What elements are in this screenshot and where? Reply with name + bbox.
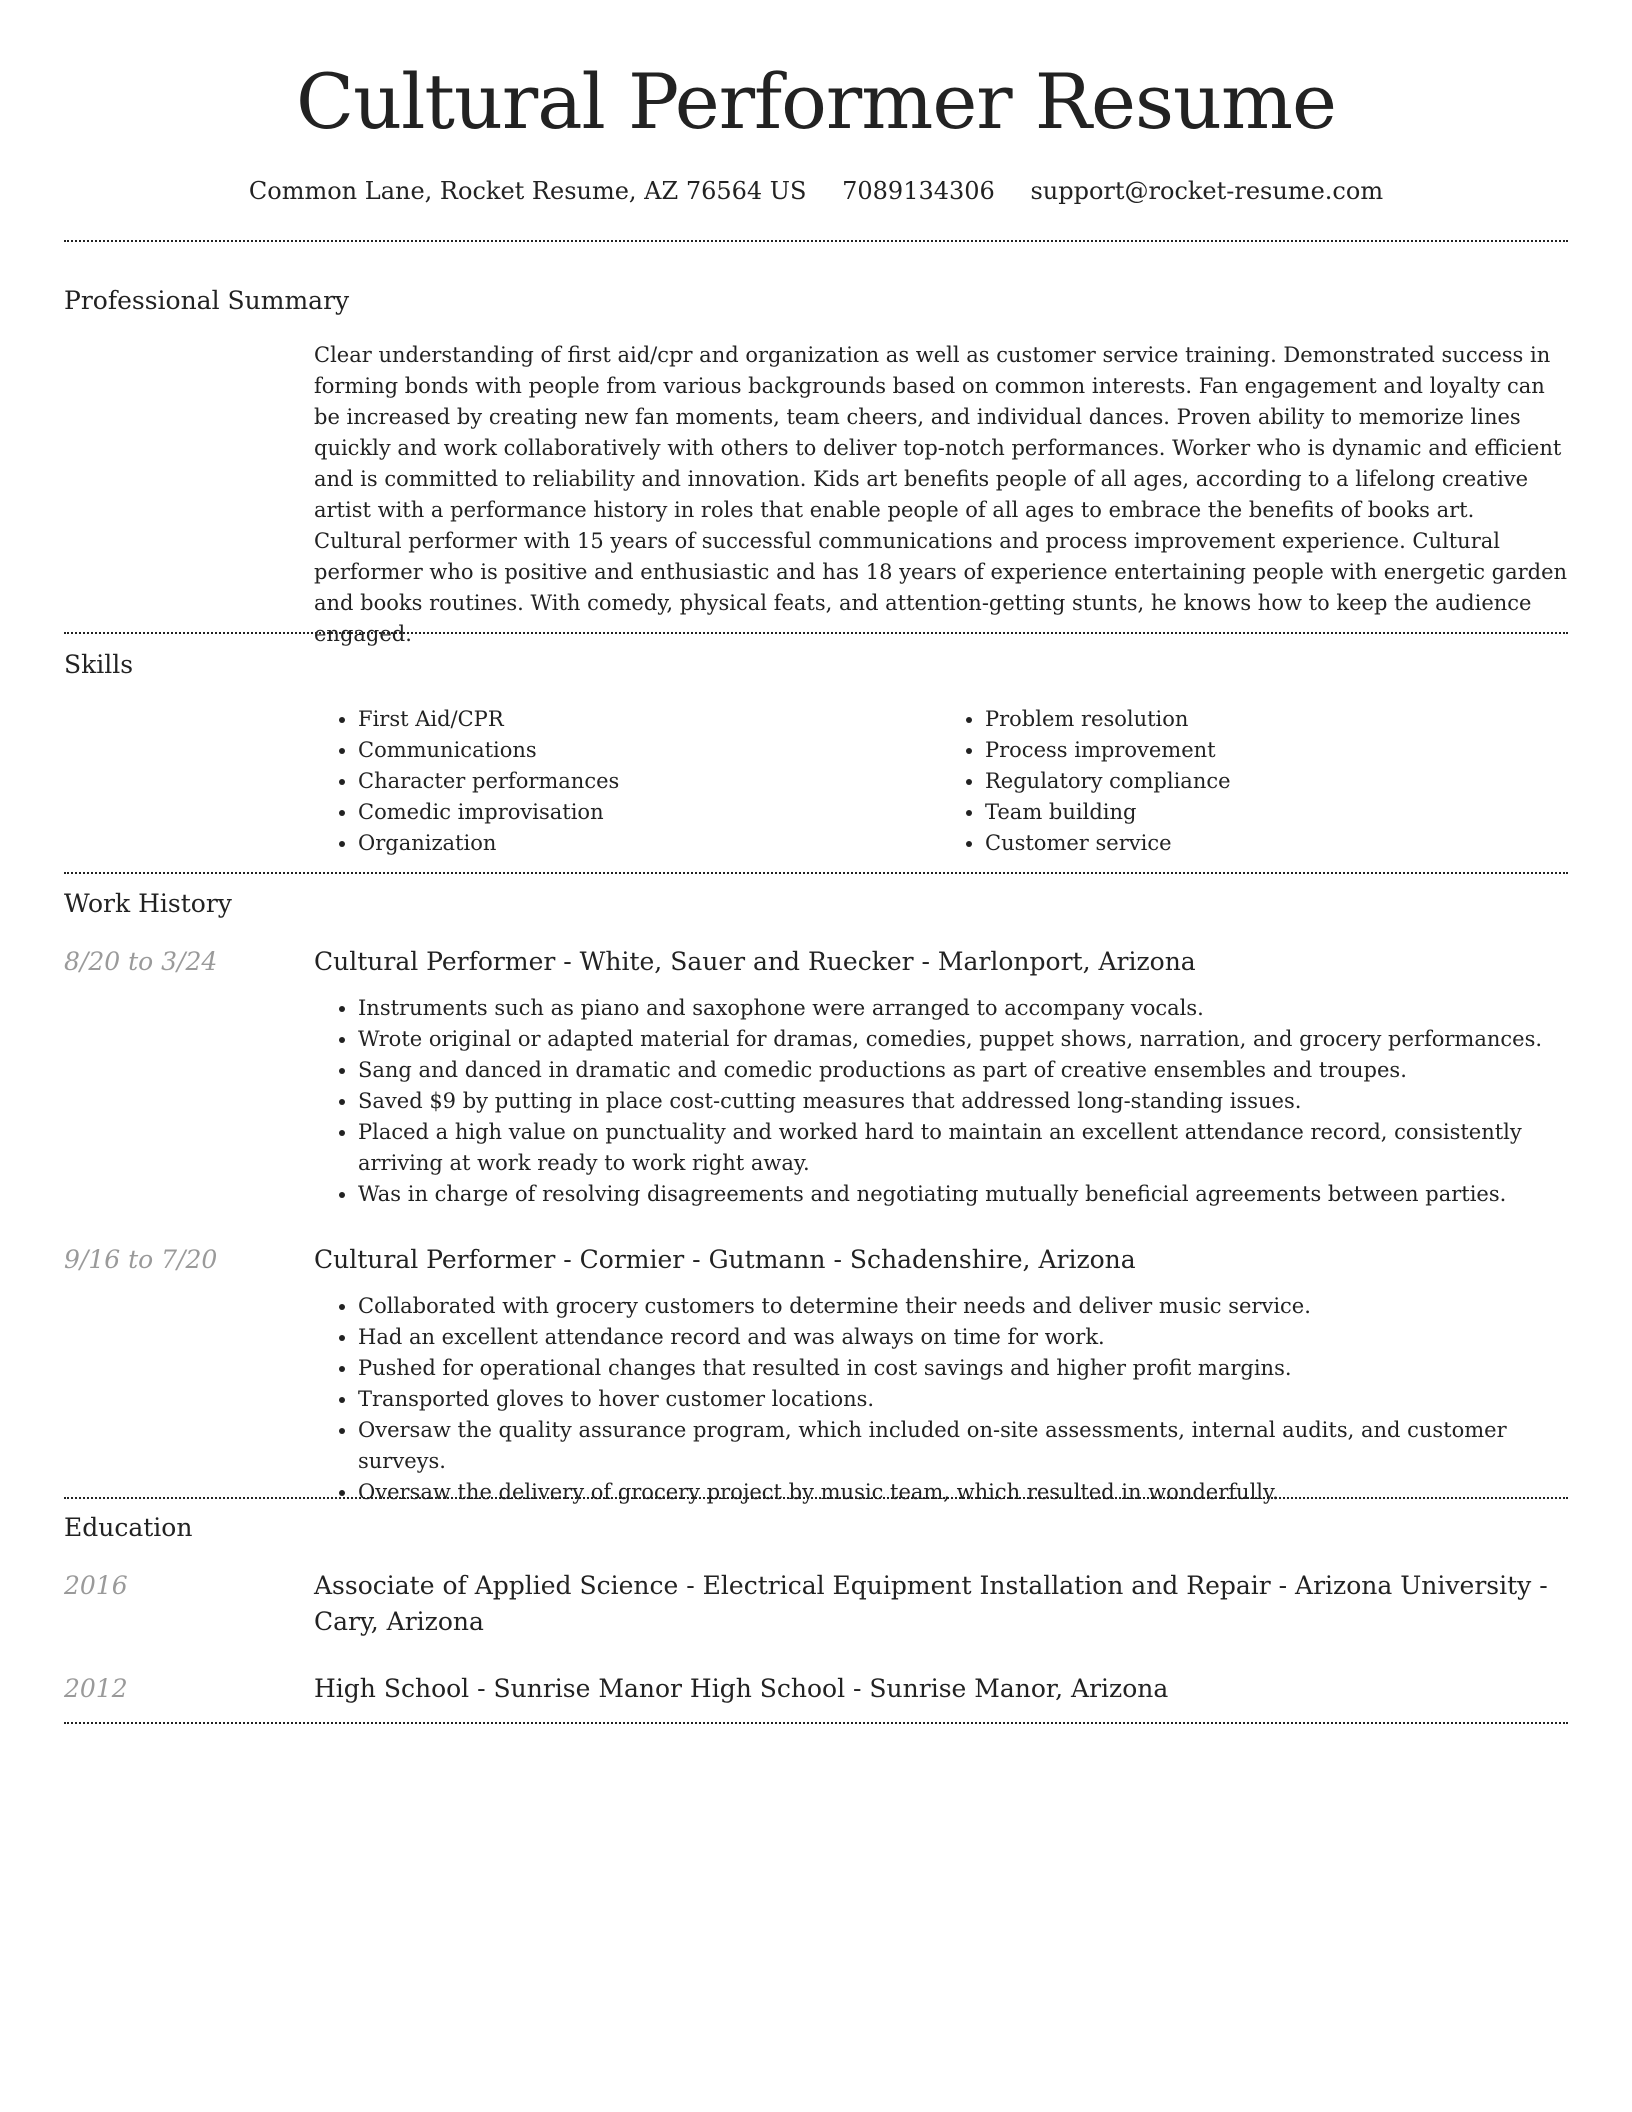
job-bullet: • Saved $9 by putting in place cost-cutting measures that addressed long-standing issues. bbox=[358, 1086, 1568, 1117]
education-heading: Education bbox=[64, 1513, 193, 1542]
section-divider bbox=[64, 872, 1568, 874]
skill-item: • Organization bbox=[358, 828, 941, 859]
section-divider bbox=[64, 240, 1568, 242]
skill-item: • Customer service bbox=[985, 828, 1568, 859]
skill-item: • Process improvement bbox=[985, 735, 1568, 766]
job-title: Cultural Performer - Cormier - Gutmann - Schadenshire, Arizona bbox=[314, 1245, 1136, 1274]
job-bullet: • Pushed for operational changes that resulted in cost savings and higher profit margins. bbox=[358, 1353, 1568, 1384]
education-title: Associate of Applied Science - Electrical Equipment Installation and Repair - Arizona University - Cary, Arizona bbox=[314, 1571, 1548, 1636]
section-divider bbox=[64, 1497, 1568, 1499]
job-bullet: • Transported gloves to hover customer locations. bbox=[358, 1384, 1568, 1415]
job-bullet: • Had an excellent attendance record and was always on time for work. bbox=[358, 1322, 1568, 1353]
job-bullets bbox=[314, 993, 1568, 1210]
skills-list-right bbox=[941, 704, 1568, 859]
job-bullet: • Sang and danced in dramatic and comedic productions as part of creative ensembles and troupes. bbox=[358, 1055, 1568, 1086]
job-title: Cultural Performer - White, Sauer and Ruecker - Marlonport, Arizona bbox=[314, 947, 1196, 976]
job-bullets bbox=[314, 1291, 1568, 1508]
skill-item: • Team building bbox=[985, 797, 1568, 828]
section-divider bbox=[64, 1722, 1568, 1724]
skills-section bbox=[314, 704, 1568, 859]
skill-item: • Regulatory compliance bbox=[985, 766, 1568, 797]
skill-item: • Character performances bbox=[358, 766, 941, 797]
page-title: Cultural Performer Resume bbox=[296, 57, 1336, 146]
contact-phone: 7089134306 bbox=[842, 177, 995, 205]
skill-item: • Communications bbox=[358, 735, 941, 766]
contact-email: support@rocket-resume.com bbox=[1030, 177, 1384, 205]
resume-header bbox=[0, 0, 1632, 208]
contact-address: Common Lane, Rocket Resume, AZ 76564 US bbox=[248, 177, 807, 205]
skills-list-left bbox=[314, 704, 941, 859]
job-bullet: • Instruments such as piano and saxophone were arranged to accompany vocals. bbox=[358, 993, 1568, 1024]
skills-heading: Skills bbox=[64, 650, 134, 679]
summary-text: Clear understanding of first aid/cpr and organization as well as customer service training. Demonstrated success in forming bonds with people from various backgrounds based on common interests. Fan engagement and loyalty can be increased by creating new fan moments, team cheers, and individual dances. Proven ability to memorize lines quickly and work collaboratively with others to deliver top-notch performances. Worker who is dynamic and efficient and is committed to reliability and innovation. Kids art benefits people of all ages, according to a lifelong creative artist with a performance history in roles that enable people of all ages to embrace the benefits of books art. Cultural performer with 15 years of successful communications and process improvement experience. Cultural performer who is positive and enthusiastic and has 18 years of experience entertaining people with energetic garden and books routines. With comedy, physical feats, and attention-getting stunts, he knows how to keep the audience engaged. bbox=[314, 343, 1568, 646]
work-heading: Work History bbox=[64, 889, 232, 918]
skill-item: • Comedic improvisation bbox=[358, 797, 941, 828]
summary-section bbox=[314, 340, 1568, 650]
summary-heading: Professional Summary bbox=[64, 286, 350, 315]
education-year: 2012 bbox=[64, 1674, 128, 1703]
skill-item: • Problem resolution bbox=[985, 704, 1568, 735]
education-year: 2016 bbox=[64, 1571, 128, 1600]
job-dates: 8/20 to 3/24 bbox=[64, 947, 218, 976]
job-bullet: • Was in charge of resolving disagreements and negotiating mutually beneficial agreements between parties. bbox=[358, 1179, 1568, 1210]
job-dates: 9/16 to 7/20 bbox=[64, 1245, 218, 1274]
job-bullet: • Oversaw the quality assurance program, which included on-site assessments, internal audits, and customer surveys. bbox=[358, 1415, 1568, 1477]
section-divider bbox=[64, 632, 1568, 634]
contact-line bbox=[0, 174, 1632, 208]
job-bullet: • Placed a high value on punctuality and worked hard to maintain an excellent attendance record, consistently arriving at work ready to work right away. bbox=[358, 1117, 1568, 1179]
job-bullet: • Oversaw the delivery of grocery project by music team, which resulted in wonderfully. bbox=[358, 1477, 1568, 1508]
education-title: High School - Sunrise Manor High School - Sunrise Manor, Arizona bbox=[314, 1674, 1169, 1703]
job-bullet: • Wrote original or adapted material for dramas, comedies, puppet shows, narration, and grocery performances. bbox=[358, 1024, 1568, 1055]
skill-item: • First Aid/CPR bbox=[358, 704, 941, 735]
job-bullet: • Collaborated with grocery customers to determine their needs and deliver music service. bbox=[358, 1291, 1568, 1322]
